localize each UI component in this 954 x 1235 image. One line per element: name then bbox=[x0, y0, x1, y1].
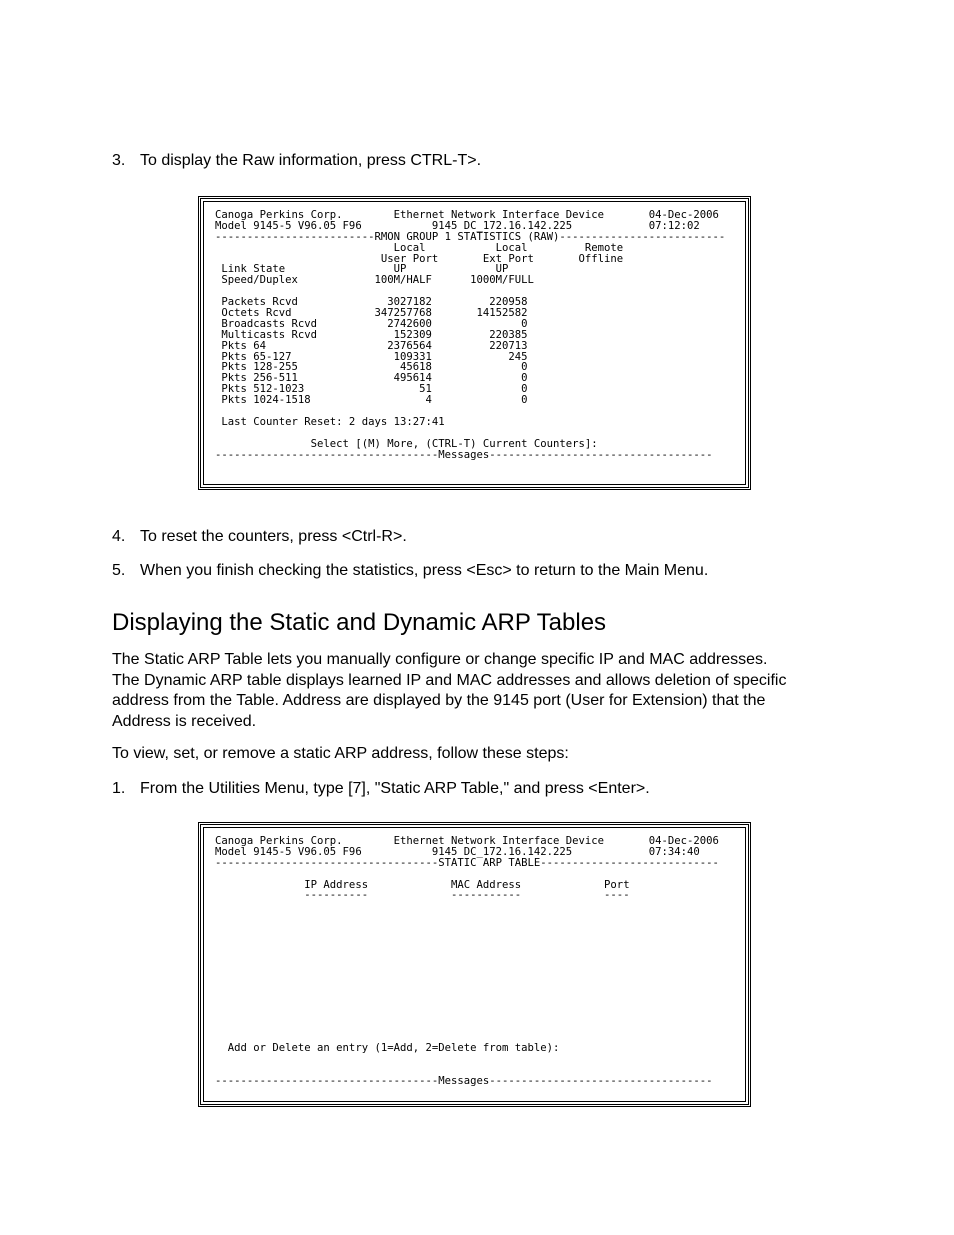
screen-line: Canoga Perkins Corp. Ethernet Network Interface Device 04-Dec-2006 bbox=[215, 835, 719, 847]
screen-text bbox=[215, 210, 725, 460]
screen-line: Multicasts Rcvd 152309 220385 bbox=[215, 328, 528, 341]
step-text: From the Utilities Menu, type [7], "Static ARP Table," and press <Enter>. bbox=[140, 780, 650, 797]
static-arp-table-screen bbox=[198, 822, 751, 1107]
screen-line bbox=[215, 1065, 719, 1076]
section-heading: Displaying the Static and Dynamic ARP Tables bbox=[112, 609, 607, 636]
step-number: 1. bbox=[112, 780, 126, 797]
screen-line: Pkts 512-1023 51 0 bbox=[215, 383, 528, 396]
intro-paragraph bbox=[112, 650, 852, 732]
screen-line bbox=[215, 1021, 719, 1032]
rmon-raw-statistics-screen bbox=[198, 196, 751, 490]
screen-line: Last Counter Reset: 2 days 13:27:41 bbox=[215, 415, 445, 428]
screen-line bbox=[215, 901, 719, 912]
paragraph-line: To view, set, or remove a static ARP address, follow these steps: bbox=[112, 745, 569, 762]
screen-line: Pkts 65-127 109331 245 bbox=[215, 350, 528, 363]
screen-line bbox=[215, 978, 719, 989]
screen-line: Octets Rcvd 347257768 14152582 bbox=[215, 307, 528, 320]
step-text: To reset the counters, press <Ctrl-R>. bbox=[140, 528, 407, 545]
screen-line bbox=[215, 869, 719, 880]
paragraph-line: address from the Table. Address are displayed by the 9145 port (User for Extension) that the bbox=[112, 692, 766, 709]
step-number: 5. bbox=[112, 562, 126, 579]
screen-line: Canoga Perkins Corp. Ethernet Network Interface Device 04-Dec-2006 bbox=[215, 209, 719, 221]
screen-line: Link State UP UP bbox=[215, 263, 509, 276]
screen-line: -----------------------------------Messages----------------------------------- bbox=[215, 448, 713, 461]
paragraph-line: The Dynamic ARP table displays learned IP and MAC addresses and allows deletion of specific bbox=[112, 671, 787, 689]
screen-line bbox=[215, 967, 719, 978]
screen-line: -------------------------RMON GROUP 1 STATISTICS (RAW)-------------------------- bbox=[215, 230, 726, 243]
step-text: When you finish checking the statistics, press <Esc> to return to the Main Menu. bbox=[140, 562, 709, 579]
screen-line bbox=[215, 923, 719, 934]
screen-line bbox=[215, 934, 719, 945]
step-number: 4. bbox=[112, 528, 126, 545]
step-1 bbox=[112, 779, 650, 799]
screen-line: Model 9145-5 V96.05 F96 9145 DC_172.16.142.225 07:12:02 bbox=[215, 219, 700, 232]
step-number: 3. bbox=[112, 152, 126, 169]
step-5 bbox=[112, 561, 708, 581]
screen-line: Pkts 1024-1518 4 0 bbox=[215, 394, 528, 407]
paragraph-line: Address is received. bbox=[112, 712, 257, 730]
screen-line bbox=[215, 956, 719, 967]
screen-line: ---------- ----------- ---- bbox=[215, 889, 630, 902]
instructions-paragraph bbox=[112, 744, 852, 765]
screen-line bbox=[215, 1010, 719, 1021]
step-3 bbox=[112, 151, 481, 171]
step-text: To display the Raw information, press CTRL-T>. bbox=[140, 152, 482, 169]
screen-text bbox=[215, 836, 719, 1086]
screen-line: Pkts 256-511 495614 0 bbox=[215, 372, 528, 385]
screen-line bbox=[215, 912, 719, 923]
screen-line bbox=[215, 945, 719, 956]
screen-line: Packets Rcvd 3027182 220958 bbox=[215, 296, 528, 309]
screen-line: Speed/Duplex 100M/HALF 1000M/FULL bbox=[215, 274, 534, 287]
screen-line: Model 9145-5 V96.05 F96 9145 DC_172.16.142.225 07:34:40 bbox=[215, 845, 700, 858]
screen-line bbox=[215, 988, 719, 999]
paragraph-line: The Static ARP Table lets you manually configure or change specific IP and MAC addresses. bbox=[112, 651, 768, 668]
screen-line: Local Local Remote bbox=[215, 241, 624, 254]
screen-line: -----------------------------------STATIC ARP TABLE---------------------------- bbox=[215, 856, 719, 869]
screen-line: Pkts 128-255 45618 0 bbox=[215, 361, 528, 374]
screen-line: -----------------------------------Messages----------------------------------- bbox=[215, 1074, 713, 1087]
screen-line: User Port Ext Port Offline bbox=[215, 252, 624, 265]
screen-line: Broadcasts Rcvd 2742600 0 bbox=[215, 317, 528, 330]
screen-line: IP Address MAC Address Port bbox=[215, 878, 630, 891]
screen-line bbox=[215, 999, 719, 1010]
screen-line: Add or Delete an entry (1=Add, 2=Delete from table): bbox=[215, 1041, 560, 1054]
step-4 bbox=[112, 527, 407, 547]
screen-line: Select [(M) More, (CTRL-T) Current Counters]: bbox=[215, 437, 598, 450]
screen-line bbox=[215, 1054, 719, 1065]
screen-line: Pkts 64 2376564 220713 bbox=[215, 339, 528, 352]
